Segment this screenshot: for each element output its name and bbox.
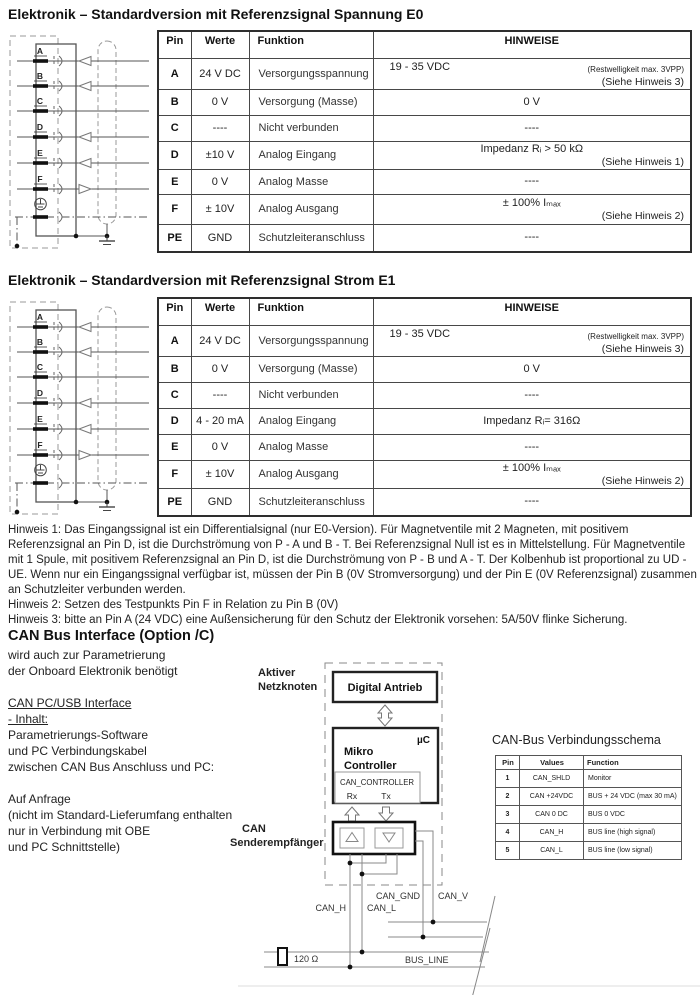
pin-cell: C [158, 115, 191, 141]
table-row [158, 169, 691, 194]
can-text-line: und PC Verbindungskabel [8, 744, 147, 758]
werte-cell: 4 - 20 mA [191, 408, 249, 434]
table-row [158, 141, 691, 169]
can-text-line: nur in Verbindung mit OBE [8, 824, 151, 838]
svg-text:A: A [36, 46, 44, 56]
hinweise-cell: Impedanz Rᵢ= 316Ω [373, 408, 691, 434]
pin-cell: D [158, 408, 191, 434]
section-title-e0: Elektronik – Standardversion mit Referenzsignal Spannung E0 [8, 6, 424, 22]
ground-symbol [99, 236, 115, 245]
hinweis-main: 19 - 35 VDC [389, 327, 451, 340]
valve-body-dashed-outline [10, 302, 116, 514]
pin-cell: A [158, 58, 191, 89]
werte-cell: ---- [191, 382, 249, 408]
pin-cell: 2 [496, 788, 520, 806]
can-text-line-underlined: CAN PC/USB Interface [8, 696, 132, 710]
note-1: Hinweis 1: Das Eingangssignal ist ein Differentialsignal (nur E0-Version). Für Magnetventile mit 2 Magneten, mit positivem Referenzsignal an Pin D, ist die Durchströmung von P - A und B - T. Bei Referenzsignal Null ist es in Mittelstellung. Für Magnetventile mit 1 Spule, mit positivem Referenzsignal an Pin D, ist die Durchströmung von P - B und A - T. Der Kolbenhub ist proportional zu UD - UE. Wenn nur ein Eingangssignal verfügbar ist, müssen der Pin B (0V Stromversorgung) und der Pin E (0V Referenzsignal) zusammen an Schutzleiter verbunden werden. [8, 524, 697, 596]
cable-shield-outline [98, 41, 116, 224]
werte-cell: GND [191, 488, 249, 516]
hinweise-cell [373, 58, 691, 89]
col-header-pin: Pin [158, 31, 191, 58]
junction-dots [348, 861, 436, 970]
hinweis-sub: (Siehe Hinweis 2) [601, 474, 684, 487]
bus-continuation-diagonal [472, 928, 490, 995]
signal-direction-arrows [79, 323, 91, 460]
table-row [158, 194, 691, 224]
can-text-line: Parametrierungs-Software [8, 728, 149, 742]
hinweis-small: (Restwelligkeit max. 3VPP) [587, 64, 684, 74]
svg-text:D: D [36, 122, 44, 132]
notes-block [8, 523, 697, 628]
table-row [158, 408, 691, 434]
pin-cell: 5 [496, 842, 520, 860]
funktion-cell: Schutzleiteranschluss [249, 488, 373, 516]
transceiver-caption-2: Senderempfänger [230, 837, 324, 849]
can-text-line: und PC Schnittstelle) [8, 840, 121, 854]
werte-cell: ---- [191, 115, 249, 141]
hinweis-sub: (Siehe Hinweis 1) [601, 155, 684, 168]
pin-cell: E [158, 434, 191, 460]
werte-cell: 0 V [191, 356, 249, 382]
connector-diagram-e0 [3, 29, 151, 255]
hinweis-sub: (Siehe Hinweis 2) [601, 209, 684, 222]
col-header-funktion: Funktion [249, 31, 373, 58]
section-title-e1: Elektronik – Standardversion mit Referenzsignal Strom E1 [8, 272, 396, 288]
funktion-cell: Nicht verbunden [249, 382, 373, 408]
rx-up-arrow-icon [345, 807, 359, 821]
table-row [496, 842, 682, 860]
werte-cell: 0 V [191, 169, 249, 194]
table-header-row [158, 298, 691, 325]
col-header-values: Values [520, 756, 584, 770]
col-header-hinweise: HINWEISE [373, 31, 691, 58]
werte-cell: 0 V [191, 89, 249, 115]
hinweis-small: (Restwelligkeit max. 3VPP) [587, 331, 684, 341]
pin-cell: A [158, 325, 191, 356]
table-row [158, 224, 691, 252]
hinweise-cell [373, 325, 691, 356]
svg-text:F: F [37, 174, 43, 184]
can-pin-table [495, 755, 682, 860]
can-section-title: CAN Bus Interface (Option /C) [8, 628, 215, 644]
table-row [496, 770, 682, 788]
funktion-cell: Versorgungsspannung [249, 58, 373, 89]
hinweise-cell: Impedanz Rᵢ > 50 kΩ (Siehe Hinweis 1) [373, 141, 691, 169]
col-header-function: Function [584, 756, 682, 770]
can-table-title: CAN-Bus Verbindungsschema [492, 733, 661, 747]
cable-shield-outline [98, 307, 116, 490]
function-cell: Monitor [584, 770, 682, 788]
can-text-line: der Onboard Elektronik benötigt [8, 664, 178, 678]
hinweise-cell: ---- [373, 434, 691, 460]
werte-cell: ± 10V [191, 460, 249, 488]
col-header-pin: Pin [158, 298, 191, 325]
funktion-cell: Versorgung (Masse) [249, 89, 373, 115]
table-row [158, 89, 691, 115]
svg-text:E: E [37, 414, 43, 424]
note-3: Hinweis 3: bitte an Pin A (24 VDC) eine Außensicherung für den Schutz der Elektronik vorsehen: 5A/50V flinke Sicherung. [8, 614, 628, 626]
pin-cell: F [158, 460, 191, 488]
pin-cell: D [158, 141, 191, 169]
digital-antrieb-label: Digital Antrieb [347, 682, 423, 694]
table-row [158, 488, 691, 516]
col-header-pin: Pin [496, 756, 520, 770]
terminator-resistor-icon [278, 948, 287, 965]
tx-label: Tx [381, 791, 391, 801]
tx-down-arrow-icon [379, 807, 393, 821]
output-arrow [79, 185, 91, 194]
col-header-werte: Werte [191, 298, 249, 325]
pin-cell: 1 [496, 770, 520, 788]
pin-cell: B [158, 89, 191, 115]
bus-line-label: BUS_LINE [405, 955, 449, 965]
active-node-caption-2: Netzknoten [258, 681, 318, 693]
pin-table-e1 [157, 297, 692, 517]
pin-table-e0 [157, 30, 692, 253]
signal-direction-arrows [79, 57, 91, 194]
funktion-cell: Analog Masse [249, 434, 373, 460]
can-gnd-label: CAN_GND [375, 891, 420, 901]
output-arrow [79, 451, 91, 460]
active-node-caption-1: Aktiver [258, 667, 296, 679]
pin-cell: B [158, 356, 191, 382]
bidirectional-arrow-icon [378, 705, 392, 726]
hinweise-cell: ---- [373, 224, 691, 252]
hinweise-cell: ± 100% Iₘₐₓ (Siehe Hinweis 2) [373, 194, 691, 224]
col-header-funktion: Funktion [249, 298, 373, 325]
function-cell: BUS 0 VDC [584, 806, 682, 824]
hinweise-cell: ± 100% Iₘₐₓ (Siehe Hinweis 2) [373, 460, 691, 488]
valve-body-dashed-outline [10, 36, 116, 248]
pin-cell: E [158, 169, 191, 194]
hinweise-cell: ---- [373, 169, 691, 194]
can-text-line: (nicht im Standard-Lieferumfang enthalten [8, 808, 233, 822]
werte-cell: 24 V DC [191, 325, 249, 356]
col-header-werte: Werte [191, 31, 249, 58]
table-row [158, 356, 691, 382]
funktion-cell: Nicht verbunden [249, 115, 373, 141]
can-l-label: CAN_L [367, 903, 397, 913]
table-row [496, 806, 682, 824]
table-row [158, 434, 691, 460]
svg-text:E: E [37, 148, 43, 158]
ground-symbol [99, 502, 115, 511]
table-header-row [496, 756, 682, 770]
svg-text:A: A [36, 312, 44, 322]
funktion-cell: Schutzleiteranschluss [249, 224, 373, 252]
table-header-row [158, 31, 691, 58]
value-cell: CAN +24VDC [520, 788, 584, 806]
funktion-cell: Analog Eingang [249, 141, 373, 169]
can-text-line: Auf Anfrage [8, 792, 71, 806]
mikro-label-2: Controller [344, 760, 397, 772]
pin-cell: C [158, 382, 191, 408]
value-cell: CAN_SHLD [520, 770, 584, 788]
resistor-value-label: 120 Ω [294, 954, 319, 964]
pin-cell: F [158, 194, 191, 224]
table-row [158, 325, 691, 356]
pin-cell: PE [158, 224, 191, 252]
werte-cell: ±10 V [191, 141, 249, 169]
bus-wiring [264, 831, 495, 995]
function-cell: BUS line (low signal) [584, 842, 682, 860]
funktion-cell: Analog Ausgang [249, 460, 373, 488]
can-text-line-underlined: - Inhalt: [8, 712, 49, 726]
svg-text:C: C [36, 96, 44, 106]
function-cell: BUS line (high signal) [584, 824, 682, 842]
hinweise-cell: 0 V [373, 356, 691, 382]
can-text-line: wird auch zur Parametrierung [8, 648, 166, 662]
connector-diagram-e1 [3, 295, 151, 521]
hinweis-sub: (Siehe Hinweis 3) [601, 342, 684, 355]
hinweis-sub: (Siehe Hinweis 3) [601, 75, 684, 88]
table-row [496, 824, 682, 842]
can-text-line: zwischen CAN Bus Anschluss und PC: [8, 760, 215, 774]
can-h-label: CAN_H [315, 903, 346, 913]
table-row [158, 460, 691, 488]
svg-text:D: D [36, 388, 44, 398]
value-cell: CAN_H [520, 824, 584, 842]
funktion-cell: Analog Masse [249, 169, 373, 194]
werte-cell: 0 V [191, 434, 249, 460]
table-row [496, 788, 682, 806]
value-cell: CAN 0 DC [520, 806, 584, 824]
funktion-cell: Analog Eingang [249, 408, 373, 434]
col-header-hinweise: HINWEISE [373, 298, 691, 325]
mikro-label-1: Mikro [344, 746, 374, 758]
funktion-cell: Versorgung (Masse) [249, 356, 373, 382]
hinweise-cell: ---- [373, 488, 691, 516]
can-description [8, 647, 232, 855]
svg-text:C: C [36, 362, 44, 372]
table-row [158, 115, 691, 141]
transceiver-caption-1: CAN [242, 823, 266, 835]
hinweis-main: 19 - 35 VDC [389, 60, 451, 73]
werte-cell: ± 10V [191, 194, 249, 224]
hinweise-cell: ---- [373, 115, 691, 141]
funktion-cell: Versorgungsspannung [249, 325, 373, 356]
werte-cell: 24 V DC [191, 58, 249, 89]
uc-label: µC [417, 735, 430, 746]
funktion-cell: Analog Ausgang [249, 194, 373, 224]
hinweise-cell: 0 V [373, 89, 691, 115]
value-cell: CAN_L [520, 842, 584, 860]
svg-text:B: B [36, 71, 44, 81]
werte-cell: GND [191, 224, 249, 252]
svg-text:F: F [37, 440, 43, 450]
note-2: Hinweis 2: Setzen des Testpunkts Pin F in Relation zu Pin B (0V) [8, 599, 339, 611]
rx-label: Rx [346, 791, 358, 801]
hinweise-cell: ---- [373, 382, 691, 408]
pin-cell: PE [158, 488, 191, 516]
table-row [158, 58, 691, 89]
svg-text:B: B [36, 337, 44, 347]
pin-cell: 4 [496, 824, 520, 842]
function-cell: BUS + 24 VDC (max 30 mA) [584, 788, 682, 806]
pin-cell: 3 [496, 806, 520, 824]
can-v-label: CAN_V [438, 891, 469, 901]
table-row [158, 382, 691, 408]
can-controller-label: CAN_CONTROLLER [339, 778, 415, 787]
